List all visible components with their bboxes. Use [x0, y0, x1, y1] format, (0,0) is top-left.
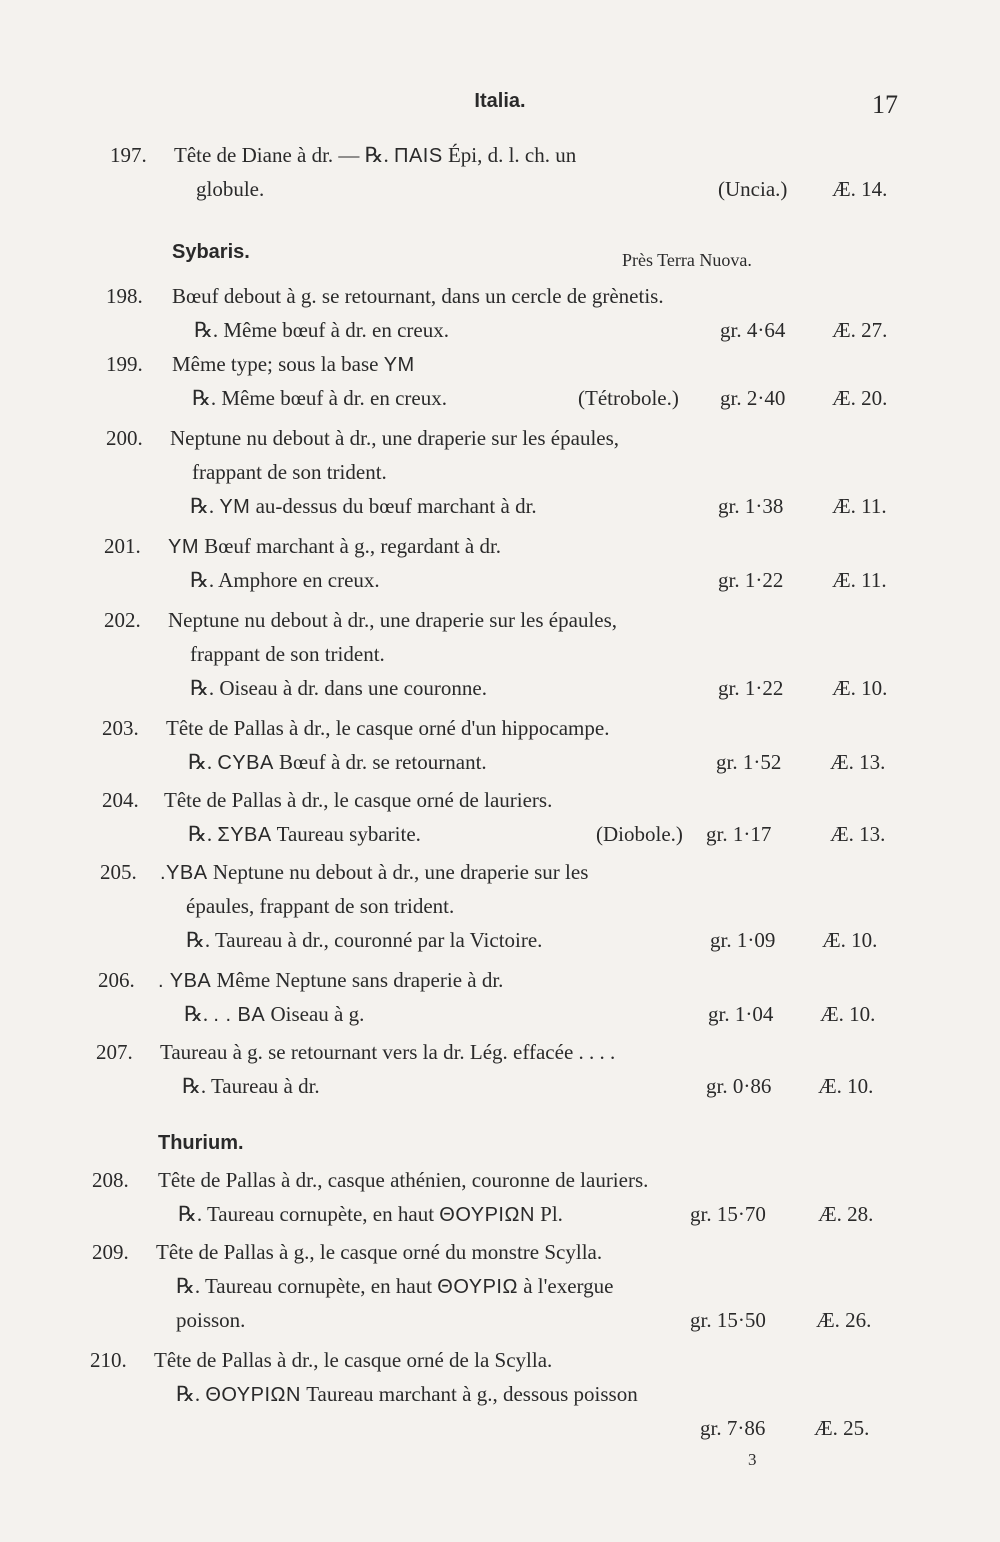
- weight: gr. 1·22: [718, 676, 784, 700]
- coin-legend: ΣYBA: [217, 824, 272, 846]
- description: à l'exergue: [523, 1274, 614, 1298]
- description: Taureau marchant à g., dessous poisson: [306, 1382, 638, 1406]
- entry-201: [0, 534, 1000, 602]
- entry-204: [0, 788, 1000, 856]
- description: ℞. Même bœuf à dr. en creux.: [194, 318, 449, 342]
- entry-line: [0, 642, 1000, 676]
- metal-size: Æ. 26.: [816, 1308, 872, 1332]
- description: Tête de Pallas à dr., casque athénien, couronne de lauriers.: [158, 1168, 649, 1192]
- entry-line: [0, 608, 1000, 642]
- description: ℞. Amphore en creux.: [190, 568, 380, 592]
- weight: gr. 0·86: [706, 1074, 772, 1098]
- metal-size: Æ. 27.: [832, 318, 888, 342]
- entry-text: [176, 1274, 613, 1299]
- description: ℞.: [188, 750, 213, 774]
- entry-text: [178, 1202, 563, 1227]
- entry-text: [188, 822, 421, 847]
- entry-text: [168, 534, 501, 559]
- metal-size: Æ. 14.: [832, 177, 888, 201]
- weight: gr. 1·38: [718, 494, 784, 518]
- weight: gr. 1·22: [718, 568, 784, 592]
- entry-line: [0, 143, 1000, 177]
- entry-line: [0, 494, 1000, 528]
- entry-text: [190, 494, 537, 519]
- entry-line: [0, 716, 1000, 750]
- entry-line: [0, 1274, 1000, 1308]
- entry-number: 210.: [90, 1348, 127, 1372]
- description: Taureau à g. se retournant vers la dr. Lég. effacée . . . .: [160, 1040, 616, 1064]
- coin-legend: .YBA: [160, 862, 208, 884]
- entry-line: [0, 318, 1000, 352]
- description: Tête de Pallas à g., le casque orné du monstre Scylla.: [156, 1240, 603, 1264]
- description: Bœuf debout à g. se retournant, dans un cercle de grènetis.: [172, 284, 664, 308]
- coin-legend: YM: [168, 536, 199, 558]
- weight: gr. 15·70: [690, 1202, 766, 1226]
- coin-legend: ΘΟΥΡΙΩΝ: [205, 1384, 301, 1406]
- description: frappant de son trident.: [192, 460, 387, 484]
- entry-line: [0, 928, 1000, 962]
- entry-line: [0, 460, 1000, 494]
- running-title: Italia.: [474, 90, 526, 112]
- entry-line: [0, 568, 1000, 602]
- entry-200: [0, 426, 1000, 528]
- entry-line: [0, 1240, 1000, 1274]
- description: ℞. Même bœuf à dr. en creux.: [192, 386, 447, 410]
- coin-legend: ϹYBA: [217, 752, 274, 774]
- metal-size: Æ. 13.: [830, 822, 886, 846]
- metal-size: Æ. 10.: [818, 1074, 874, 1098]
- signature-mark: 3: [748, 1450, 757, 1469]
- description: ℞. Taureau à dr., couronné par la Victoire.: [186, 928, 543, 952]
- entry-line: [0, 860, 1000, 894]
- entry-line: [0, 1416, 1000, 1450]
- entry-line: [0, 534, 1000, 568]
- entry-line: [0, 284, 1000, 318]
- entry-text: [188, 750, 487, 775]
- entry-line: [0, 352, 1000, 386]
- entry-206: [0, 968, 1000, 1036]
- description: Même Neptune sans draperie à dr.: [216, 968, 504, 992]
- entry-208: [0, 1168, 1000, 1236]
- entry-205: [0, 860, 1000, 962]
- entry-line: [0, 1308, 1000, 1342]
- entry-line: [0, 1002, 1000, 1036]
- entry-number: 208.: [92, 1168, 129, 1192]
- description: Tête de Pallas à dr., le casque orné d'un hippocampe.: [166, 716, 610, 740]
- coin-legend: YM: [219, 496, 251, 518]
- weight: gr. 1·17: [706, 822, 772, 846]
- entry-line: [0, 822, 1000, 856]
- description: Tête de Pallas à dr., le casque orné de la Scylla.: [154, 1348, 553, 1372]
- page-number: 17: [872, 90, 898, 119]
- weight: gr. 2·40: [720, 386, 786, 410]
- description: globule.: [196, 177, 265, 201]
- entry-text: [174, 143, 576, 168]
- entry-line: [0, 177, 1000, 211]
- entry-number: 206.: [98, 968, 135, 992]
- section-provenance-note: Près Terra Nuova.: [622, 250, 752, 270]
- entry-number: 199.: [106, 352, 143, 376]
- plate-reference: Pl.: [540, 1202, 563, 1226]
- entry-text: [172, 352, 415, 377]
- entry-line: [0, 788, 1000, 822]
- entry-203: [0, 716, 1000, 784]
- entry-198: [0, 284, 1000, 352]
- entry-number: 203.: [102, 716, 139, 740]
- weight: gr. 4·64: [720, 318, 786, 342]
- metal-size: Æ. 20.: [832, 386, 888, 410]
- entry-number: 201.: [104, 534, 141, 558]
- description: frappant de son trident.: [190, 642, 385, 666]
- denomination: (Uncia.): [718, 177, 788, 201]
- description: ℞. Taureau à dr.: [182, 1074, 320, 1098]
- weight: gr. 15·50: [690, 1308, 766, 1332]
- description: Tête de Pallas à dr., le casque orné de lauriers.: [164, 788, 553, 812]
- coin-legend: ΠΑΙS: [394, 145, 443, 167]
- coin-legend: ΘΟΥΡΙΩ: [437, 1276, 518, 1298]
- weight: gr. 7·86: [700, 1416, 766, 1440]
- entry-text: [160, 860, 588, 885]
- weight: gr. 1·04: [708, 1002, 774, 1026]
- entry-number: 209.: [92, 1240, 129, 1264]
- entry-202: [0, 608, 1000, 710]
- description: Neptune nu debout à dr., une draperie sur les épaules,: [168, 608, 618, 632]
- description: Bœuf à dr. se retournant.: [279, 750, 487, 774]
- weight: gr. 1·09: [710, 928, 776, 952]
- description: ℞.: [184, 1002, 209, 1026]
- coin-legend: . YBA: [158, 970, 212, 992]
- description: Neptune nu debout à dr., une draperie sur les: [212, 860, 589, 884]
- entry-text: [158, 968, 503, 993]
- denomination: (Tétrobole.): [578, 386, 679, 410]
- metal-size: Æ. 13.: [830, 750, 886, 774]
- description: Neptune nu debout à dr., une draperie sur les épaules,: [170, 426, 620, 450]
- coin-legend: YM: [383, 354, 415, 376]
- entry-text: [184, 1002, 364, 1027]
- entry-207: [0, 1040, 1000, 1108]
- section-title-sybaris: Sybaris.: [172, 241, 250, 263]
- entry-197: [0, 143, 1000, 211]
- description: ℞.: [176, 1382, 201, 1406]
- entry-text: [176, 1382, 638, 1407]
- entry-line: [0, 968, 1000, 1002]
- metal-size: Æ. 11.: [832, 494, 887, 518]
- metal-size: Æ. 25.: [814, 1416, 870, 1440]
- entry-line: [0, 1168, 1000, 1202]
- entry-line: [0, 750, 1000, 784]
- entry-line: [0, 676, 1000, 710]
- entry-number: 198.: [106, 284, 143, 308]
- metal-size: Æ. 28.: [818, 1202, 874, 1226]
- entry-line: [0, 1074, 1000, 1108]
- metal-size: Æ. 11.: [832, 568, 887, 592]
- description: ℞.: [190, 494, 215, 518]
- description: Épi, d. l. ch. un: [447, 143, 577, 167]
- entry-210: [0, 1348, 1000, 1450]
- entry-number: 205.: [100, 860, 137, 884]
- description: Bœuf marchant à g., regardant à dr.: [204, 534, 502, 558]
- entry-line: [0, 1202, 1000, 1236]
- entry-line: [0, 1382, 1000, 1416]
- coin-legend: . . BA: [213, 1004, 266, 1026]
- description: épaules, frappant de son trident.: [186, 894, 455, 918]
- entry-number: 204.: [102, 788, 139, 812]
- description: ℞.: [188, 822, 213, 846]
- entry-number: 200.: [106, 426, 143, 450]
- entry-199: [0, 352, 1000, 420]
- coin-legend: ΘΟΥΡΙΩΝ: [439, 1204, 535, 1226]
- description: ℞. Taureau cornupète, en haut: [178, 1202, 435, 1226]
- metal-size: Æ. 10.: [820, 1002, 876, 1026]
- denomination: (Diobole.): [596, 822, 683, 846]
- entry-line: [0, 386, 1000, 420]
- entry-line: [0, 1348, 1000, 1382]
- description: Même type; sous la base: [172, 352, 379, 376]
- entry-line: [0, 426, 1000, 460]
- entry-number: 197.: [110, 143, 147, 167]
- entry-line: [0, 1040, 1000, 1074]
- description: au-dessus du bœuf marchant à dr.: [255, 494, 537, 518]
- description: ℞. Taureau cornupète, en haut: [176, 1274, 433, 1298]
- description: Taureau sybarite.: [276, 822, 421, 846]
- description: Oiseau à g.: [270, 1002, 365, 1026]
- description: ℞. Oiseau à dr. dans une couronne.: [190, 676, 487, 700]
- description: Tête de Diane à dr. — ℞.: [174, 143, 389, 167]
- entry-number: 202.: [104, 608, 141, 632]
- entry-number: 207.: [96, 1040, 133, 1064]
- weight: gr. 1·52: [716, 750, 782, 774]
- metal-size: Æ. 10.: [832, 676, 888, 700]
- metal-size: Æ. 10.: [822, 928, 878, 952]
- entry-line: [0, 894, 1000, 928]
- entry-209: [0, 1240, 1000, 1342]
- description: poisson.: [176, 1308, 246, 1332]
- section-title-thurium: Thurium.: [158, 1132, 244, 1154]
